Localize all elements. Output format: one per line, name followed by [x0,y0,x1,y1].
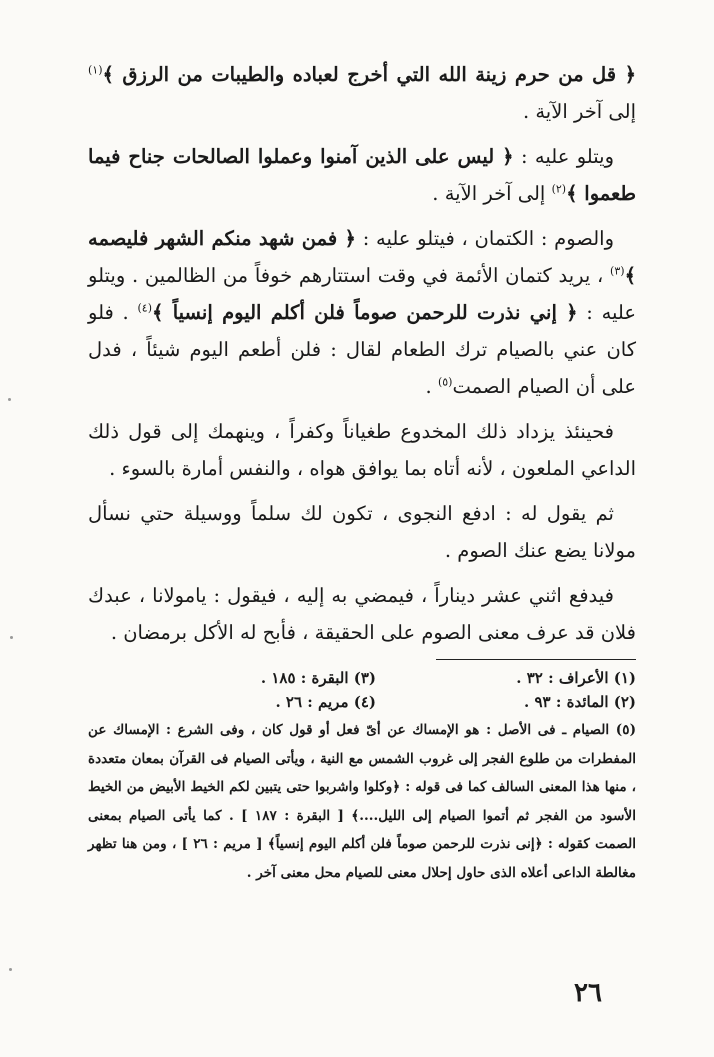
footnote-1: (١) الأعراف : ٣٢ . [516,669,636,687]
quran-quote: ﴿ ليس على الذين آمنوا وعملوا الصالحات جناح فيما طعموا ﴾ [88,145,636,205]
footnote-marker: (٢) [551,182,567,196]
body-text: ، يريد كتمان الأئمة في وقت استتارهم خوفاً من الظالمين . ويتلو عليه : [88,264,637,324]
footnote-2: (٢) المائدة : ٩٣ . [524,693,636,711]
footnote-marker: (٣) [610,264,625,278]
body-text: إلى آخر الآية . [432,182,552,205]
body-text: ثم يقول له : ادفع النجوى ، تكون لك سلماً ووسيلة حتي نسأل مولانا يضع عنك الصوم . [88,502,636,562]
body-text: فيدفع اثني عشر ديناراً ، فيمضي به إليه ، فيقول : يامولانا ، عبدك فلان قد عرف معنى الصوم على الحقيقة ، فأبح له الأكل برمضان . [88,584,636,644]
footnote-divider [436,659,636,660]
footnote-4: (٤) مريم : ٢٦ . [275,693,376,711]
footnotes-short [116,666,636,714]
quran-quote: ﴿ قل من حرم زينة الله التي أخرج لعباده والطيبات من الرزق ﴾ [102,63,636,86]
body-text: . فلو كان عني بالصيام ترك الطعام لقال : فلن أطعم اليوم شيئاً ، فدل على أن الصيام الصمت [88,301,636,398]
body-text: . [425,375,438,398]
body-text: والصوم : الكتمان ، فيتلو عليه : [355,227,614,250]
body-text: فحينئذ يزداد ذلك المخدوع طغياناً وكفراً ، وينهمك إلى قول ذلك الداعي الملعون ، لأنه أتاه بما يوافق هواه ، والنفس أمارة بالسوء . [88,420,636,480]
quran-quote: ﴿ فمن شهد منكم الشهر فليصمه ﴾ [88,227,636,287]
paragraph [88,413,636,487]
paragraph [88,220,636,405]
footnote-marker: (٥) [437,375,453,389]
page-body [88,56,636,887]
footnote-marker: (١) [88,63,103,77]
margin-speck [10,636,13,639]
footnote-5: (٥) الصيام ـ فى الأصل : هو الإمساك عن أىّ فعل أو قول كان ، وفى الشرع : الإمساك عن المفطرات من طلوع الفجر إلى غروب الشمس مع النية ، ويأتى الصيام فى القرآن بمعان متعددة ، منها هذا المعنى السالف كما فى قوله : ﴿وكلوا واشربوا حتى يتبين لكم الخيط الأبيض من الخيط الأسود من الفجر ثم أتموا الصيام إلى الليل....﴾ [ البقرة : ١٨٧ ] . كما يأتى الصيام بمعنى الصمت كقوله : ﴿إنى نذرت للرحمن صوماً فلن أكلم اليوم إنسياً﴾ [ مريم : ٢٦ ] ، ومن هنا تظهر مغالطة الداعى أعلاه الذى حاول إحلال معنى للصيام محل معنى آخر . [88,722,636,881]
footnote-marker: (٤) [137,301,152,315]
main-text [88,56,636,651]
quran-quote: ﴿ إني نذرت للرحمن صوماً فلن أكلم اليوم إنسياً ﴾ [151,301,578,324]
paragraph [88,577,636,651]
body-text: ويتلو عليه : [513,145,614,168]
margin-speck [8,398,11,401]
paragraph [88,495,636,569]
footnote-3: (٣) البقرة : ١٨٥ . [260,669,376,687]
body-text: إلى آخر الآية . [522,100,636,123]
page-number: ٢٦ [574,978,602,1008]
paragraph [88,56,636,130]
margin-speck [9,968,12,971]
paragraph [88,138,636,212]
